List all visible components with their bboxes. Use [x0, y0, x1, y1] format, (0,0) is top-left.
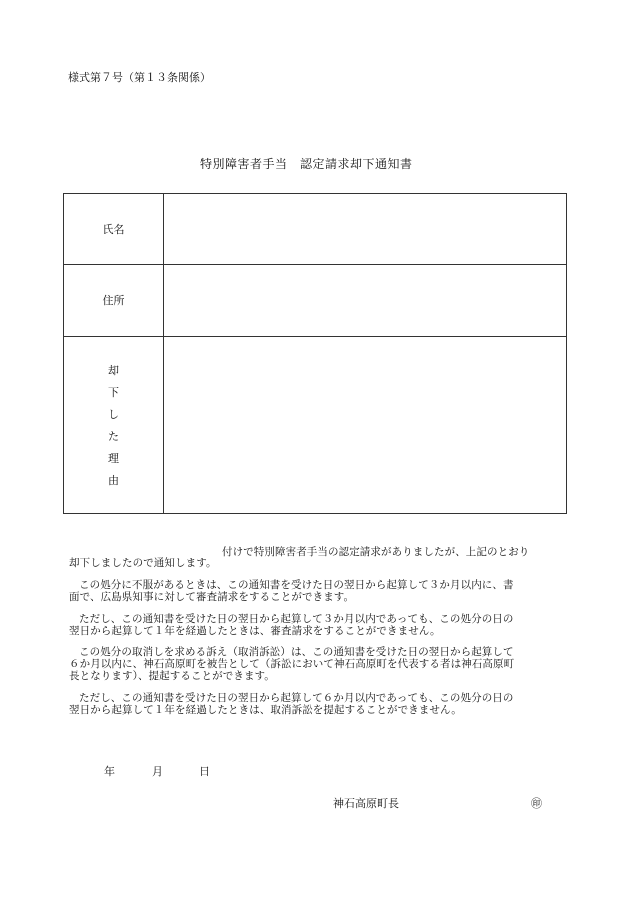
- lawsuit-limit-paragraph-line: 翌日から起算して１年を経過したときは、取消訴訟を提起することができません。: [69, 704, 462, 716]
- reason-label-char: た: [108, 429, 119, 443]
- issuer-name: 神石高原町長: [333, 797, 399, 810]
- reason-value-cell: [164, 337, 567, 514]
- reason-label-char: 下: [108, 385, 119, 399]
- document-title: 特別障害者手当 認定請求却下通知書: [200, 157, 413, 171]
- reason-label-char: 却: [108, 363, 119, 377]
- appeal-limit-paragraph-line: ただし、この通知書を受けた日の翌日から起算して３か月以内であっても、この処分の日の: [79, 613, 514, 625]
- date-day-label: 日: [199, 765, 210, 778]
- reason-label-vertical: [64, 364, 163, 487]
- lawsuit-paragraph-line: 長となります）、提起することができます。: [69, 670, 275, 682]
- table-row-reason: [64, 337, 567, 514]
- appeal-limit-paragraph-line: 翌日から起算して１年を経過したときは、審査請求をすることができません。: [69, 625, 441, 637]
- seal-icon: ㊞: [531, 797, 542, 810]
- appeal-paragraph-line: この処分に不服があるときは、この通知書を受けた日の翌日から起算して３か月以内に、書: [79, 579, 514, 591]
- notice-paragraph-line: 付けで特別障害者手当の認定請求がありましたが、上記のとおり: [222, 546, 530, 558]
- reason-label: [64, 337, 164, 514]
- notice-paragraph-line: 却下しましたので通知します。: [69, 557, 217, 569]
- date-month-label: 月: [152, 765, 163, 778]
- info-table: [63, 193, 567, 514]
- lawsuit-limit-paragraph-line: ただし、この通知書を受けた日の翌日から起算して６か月以内であっても、この処分の日の: [79, 692, 514, 704]
- name-value-cell: [164, 194, 567, 265]
- lawsuit-paragraph-line: この処分の取消しを求める訴え（取消訴訟）は、この通知書を受けた日の翌日から起算して: [79, 646, 514, 658]
- name-label: 氏名: [64, 194, 164, 265]
- table-row-name: [64, 194, 567, 265]
- address-value-cell: [164, 265, 567, 337]
- reason-label-char: し: [108, 407, 119, 421]
- table-row-address: [64, 265, 567, 337]
- date-year-label: 年: [104, 765, 115, 778]
- lawsuit-paragraph-line: ６か月以内に、神石高原町を被告として（訴訟において神石高原町を代表する者は神石高原町: [69, 658, 515, 670]
- reason-label-char: 理: [108, 451, 119, 465]
- reason-label-char: 由: [108, 473, 119, 487]
- address-label: 住所: [64, 265, 164, 337]
- form-number: 様式第７号（第１３条関係）: [68, 71, 211, 84]
- appeal-paragraph-line: 面で、広島県知事に対して審査請求をすることができます。: [69, 591, 355, 603]
